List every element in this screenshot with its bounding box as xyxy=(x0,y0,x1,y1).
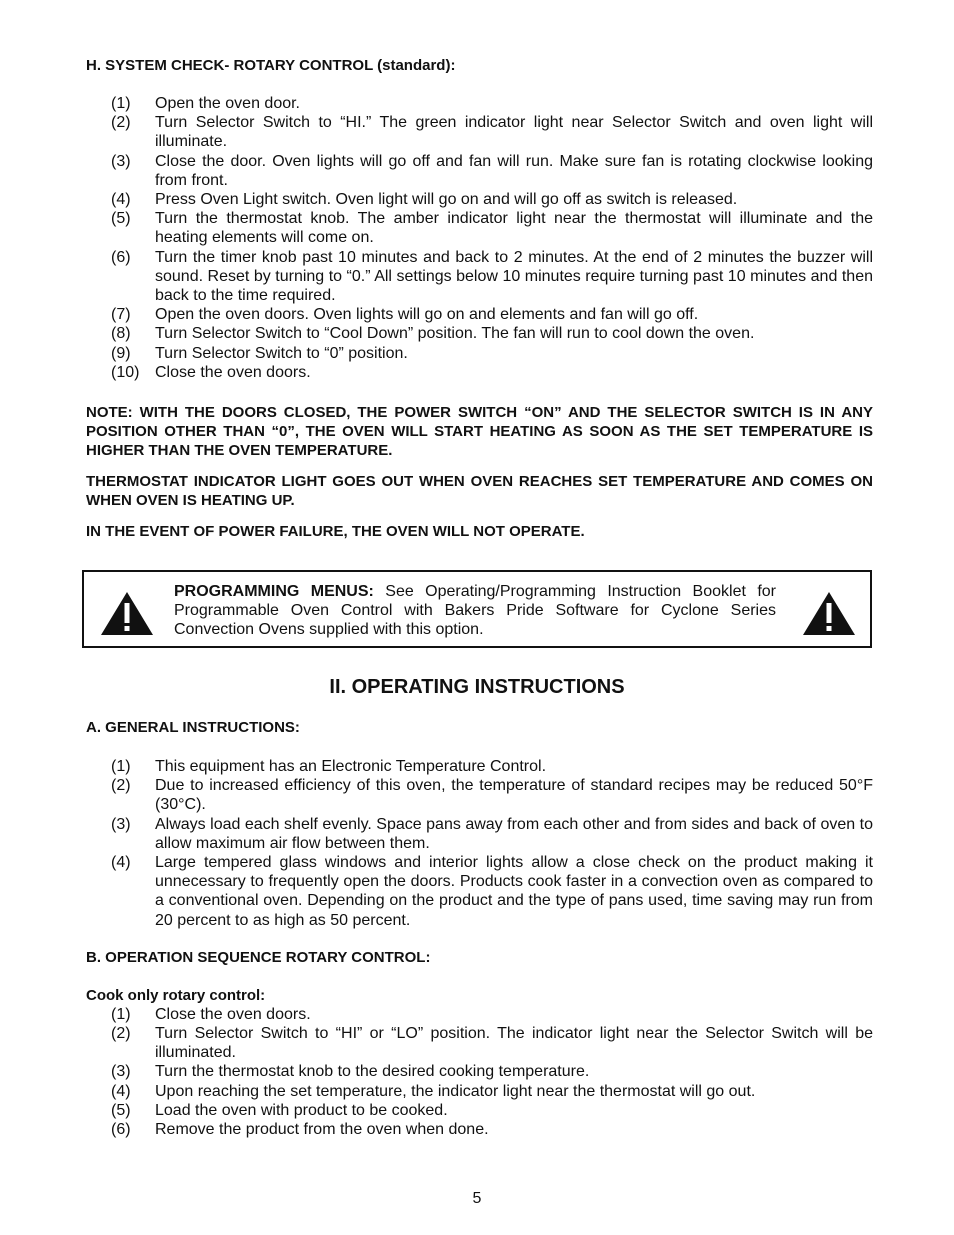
section-title: II. OPERATING INSTRUCTIONS xyxy=(329,676,625,698)
list-item: (1) This equipment has an Electronic Temperature Control. xyxy=(111,758,547,775)
list-item: (6) Remove the product from the oven when done. xyxy=(111,1121,489,1139)
list-item: (4) Upon reaching the set temperature, the indicator light near the thermostat will go out. xyxy=(111,1082,756,1100)
list-item: (3) Close the door. Oven lights will go off and fan will run. Make sure fan is rotating clockwise looking from front. xyxy=(111,152,873,189)
list-item: (7) Open the oven doors. Oven lights will go on and elements and fan will go off. xyxy=(111,306,699,324)
list-item: (3) Turn the thermostat knob to the desired cooking temperature. xyxy=(111,1063,590,1081)
operating-instructions-body xyxy=(86,718,873,1139)
section-a-heading: A. GENERAL INSTRUCTIONS: xyxy=(86,719,300,736)
section-a-list xyxy=(86,757,873,930)
warning-label: PROGRAMMING MENUS: xyxy=(174,583,374,600)
warning-body: See Operating/Programming Instruction Booklet for Programmable Oven Control with Bakers Pride Software for Cyclone Series Convection Ovens supplied with this option. xyxy=(174,583,776,639)
programming-menus-warning-box xyxy=(82,570,872,648)
warning-exclamation-icon xyxy=(100,590,154,636)
note-power-failure: IN THE EVENT OF POWER FAILURE, THE OVEN WILL NOT OPERATE. xyxy=(86,523,585,541)
list-item: (10) Close the oven doors. xyxy=(111,363,311,381)
list-item: (2) Due to increased efficiency of this oven, the temperature of standard recipes may be reduced 50°F (30°C). xyxy=(111,777,873,814)
note-thermostat: THERMOSTAT INDICATOR LIGHT GOES OUT WHEN OVEN REACHES SET TEMPERATURE AND COMES ON WHEN OVEN IS HEATING UP. xyxy=(86,473,873,510)
section-b-subheading: Cook only rotary control: xyxy=(86,986,266,1004)
list-item: (5) Load the oven with product to be cooked. xyxy=(111,1101,448,1119)
list-item: (4) Large tempered glass windows and interior lights allow a close check on the product making it unnecessary to frequently open the doors. Products cook faster in a convection oven as compared to a conventional oven. Depending on the product and the type of pans used, time saving may run from 20 percent to as high as 50 percent. xyxy=(111,854,873,929)
warning-exclamation-icon xyxy=(802,590,856,636)
list-item: (5) Turn the thermostat knob. The amber indicator light near the thermostat will illuminate and the heating elements will come on. xyxy=(111,210,873,247)
list-item: (4) Press Oven Light switch. Oven light will go on and will go off as switch is released. xyxy=(111,191,738,209)
section-h-heading: H. SYSTEM CHECK- ROTARY CONTROL (standard): xyxy=(86,57,456,74)
list-item: (6) Turn the timer knob past 10 minutes and back to 2 minutes. At the end of 2 minutes the buzzer will sound. Reset by turning to “0.” All settings below 10 minutes require turning past 10 minutes and then back to the time required. xyxy=(111,248,873,305)
document-body xyxy=(86,56,873,541)
list-item: (2) Turn Selector Switch to “HI.” The green indicator light near Selector Switch and oven light will illuminate. xyxy=(111,114,873,151)
list-item: (3) Always load each shelf evenly. Space pans away from each other and from sides and back of oven to allow maximum air flow between them. xyxy=(111,815,873,852)
section-b-heading: B. OPERATION SEQUENCE ROTARY CONTROL: xyxy=(86,948,431,966)
warning-text xyxy=(174,582,776,640)
section-b-list xyxy=(86,1005,873,1139)
list-item: (8) Turn Selector Switch to “Cool Down” position. The fan will run to cool down the oven. xyxy=(111,325,755,343)
page-number: 5 xyxy=(472,1190,482,1207)
list-item: (9) Turn Selector Switch to “0” position. xyxy=(111,344,408,362)
list-item: (1) Close the oven doors. xyxy=(111,1005,311,1023)
section-h-list xyxy=(86,94,873,382)
list-item: (2) Turn Selector Switch to “HI” or “LO” position. The indicator light near the Selector Switch will be illuminated. xyxy=(111,1025,873,1062)
list-item: (1) Open the oven door. xyxy=(111,95,300,112)
note-heating: NOTE: WITH THE DOORS CLOSED, THE POWER SWITCH “ON” AND THE SELECTOR SWITCH IS IN ANY POSITION OTHER THAN “0”, THE OVEN WILL START HEATING AS SOON AS THE SET TEMPERATURE IS HIGHER THAN THE OVEN TEMPERATURE. xyxy=(86,404,873,460)
